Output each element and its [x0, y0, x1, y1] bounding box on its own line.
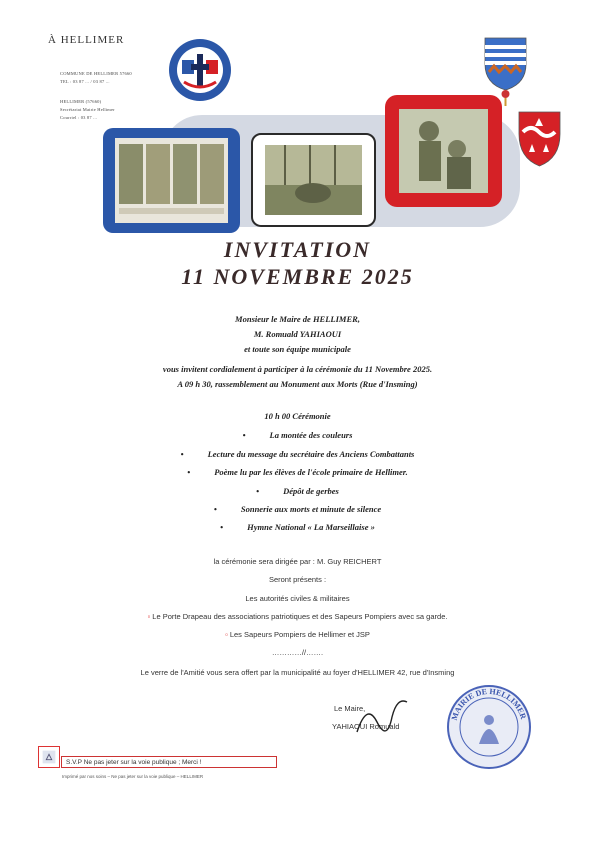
intro-line: vous invitent cordialement à participer à la cérémonie du 11 Novembre 2025. [162, 364, 433, 374]
recycle-icon [38, 746, 60, 768]
reception-line: Le verre de l'Amitié vous sera offert par la municipalité au foyer d'HELLIMER 42, rue d'Insming [140, 668, 455, 677]
firefighters-line: ▫ Les Sapeurs Pompiers de Hellimer et JSP [225, 630, 370, 639]
photo-frame-white [251, 133, 376, 227]
address-line: TEL : 03 87 ... / 03 87 ... [60, 79, 110, 84]
address-line: Secrétariat Mairie Hellimer [60, 107, 115, 112]
soldiers-closeup-photo [399, 109, 488, 193]
program-item: • Lecture du message du secrétaire des Anciens Combattants [180, 449, 415, 459]
signature-role: Le Maire, [334, 704, 366, 713]
program-item: • La montée des couleurs [242, 430, 353, 440]
soldiers-photo [115, 138, 228, 223]
present-line: Seront présents : [268, 575, 327, 584]
authorities-line: Les autorités civiles & militaires [245, 594, 350, 603]
handwritten-signature [352, 692, 412, 742]
address-line: HELLIMER (57660) [60, 99, 102, 104]
intro-line: et toute son équipe municipale [244, 344, 351, 354]
program-item: • Hymne National « La Marseillaise » [220, 522, 375, 532]
veterans-logo [168, 38, 232, 102]
svg-text:MAIRIE DE HELLIMER: MAIRIE DE HELLIMER [449, 686, 528, 722]
intro-line: Monsieur le Maire de HELLIMER, [235, 314, 360, 324]
program-item: • Dépôt de gerbes [256, 486, 339, 496]
intro-line: M. Romuald YAHIAOUI [253, 329, 342, 339]
signature-name: YAHIAOUI Romuald [332, 722, 400, 731]
address-line: Courriel : 03 87 ... [60, 115, 98, 120]
ceremony-time: 10 h 00 Cérémonie [264, 411, 331, 421]
address-line: COMMUNE DE HELLIMER 57660 [60, 71, 132, 76]
photo-frame-blue [103, 128, 240, 233]
intro-line: A 09 h 30, rassemblement au Monument aux Morts (Rue d'Insming) [177, 379, 418, 389]
photo-frame-red [385, 95, 502, 207]
trench-photo [265, 145, 362, 215]
separator-dots: …………//……. [271, 648, 324, 657]
mairie-name: À HELLIMER [48, 34, 125, 46]
flag-bearer-line: ▫ Le Porte Drapeau des associations patriotiques et des Sapeurs Pompiers avec sa garde. [147, 612, 448, 621]
program-item: • Sonnerie aux morts et minute de silence [213, 504, 382, 514]
program-item: • Poème lu par les élèves de l'école primaire de Hellimer. [187, 467, 408, 477]
mairie-stamp [446, 684, 532, 770]
footer-text: Imprimé par nos soins – Ne pas jeter sur la voie publique – HELLIMER [62, 774, 204, 779]
invitation-date: 11 NOVEMBRE 2025 [181, 264, 414, 289]
invitation-title: INVITATION [223, 237, 372, 262]
coat-of-arms-red-icon [517, 110, 562, 168]
director-line: la cérémonie sera dirigée par : M. Guy REICHERT [213, 557, 382, 566]
litter-notice: S.V.P Ne pas jeter sur la voie publique ; Merci ! [61, 756, 277, 768]
